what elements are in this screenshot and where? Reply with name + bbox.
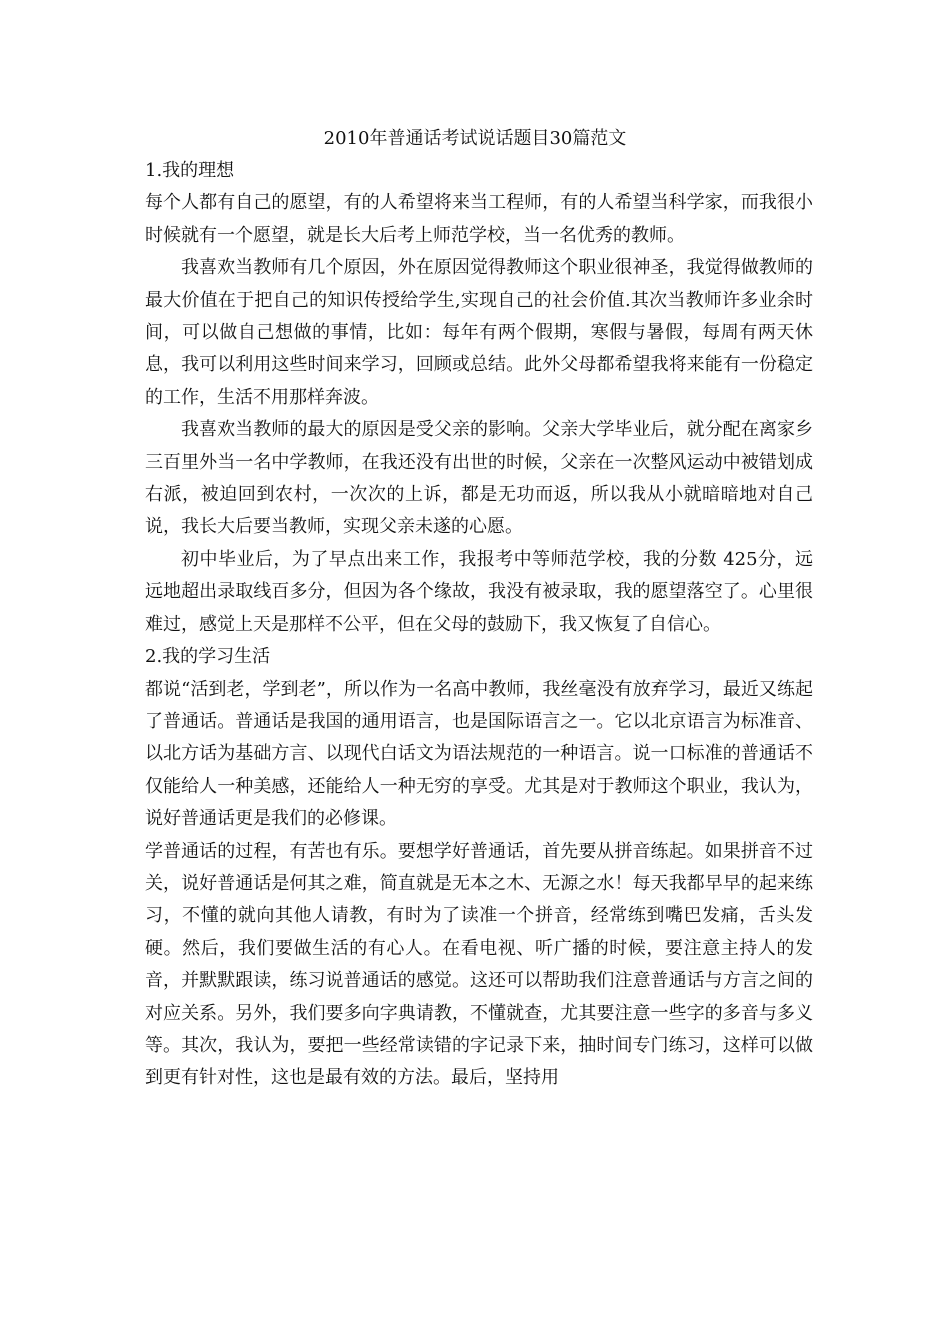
paragraph: 初中毕业后，为了早点出来工作，我报考中等师范学校，我的分数 425分，远远地超出录取线百多分，但因为各个缘故，我没有被录取，我的愿望落空了。心里很难过，感觉上天是那样不公平，但在父母的鼓励下，我又恢复了自信心。 xyxy=(145,548,813,635)
paragraph: 学普通话的过程，有苦也有乐。要想学好普通话，首先要从拼音练起。如果拼音不过关，说好普通话是何其之难，简直就是无本之木、无源之水！每天我都早早的起来练习，不懂的就向其他人请教，有时为了读准一个拼音，经常练到嘴巴发痛，舌头发硬。然后，我们要做生活的有心人。在看电视、听广播的时候，要注意主持人的发音，并默默跟读，练习说普通话的感觉。这还可以帮助我们注意普通话与方言之间的对应关系。另外，我们要多向字典请教，不懂就查，尤其要注意一些字的多音与多义等。其次，我认为，要把一些经常读错的字记录下来，抽时间专门练习，这样可以做到更有针对性，这也是最有效的方法。最后，坚持用 xyxy=(145,840,813,1089)
paragraph: 我喜欢当教师有几个原因，外在原因觉得教师这个职业很神圣，我觉得做教师的最大价值在于把自己的知识传授给学生,实现自己的社会价值.其次当教师许多业余时间，可以做自己想做的事情，比如：每年有两个假期，寒假与暑假，每周有两天休息，我可以利用这些时间来学习，回顾或总结。此外父母都希望我将来能有一份稳定的工作，生活不用那样奔波。 xyxy=(145,257,813,408)
paragraph: 每个人都有自己的愿望，有的人希望将来当工程师，有的人希望当科学家，而我很小时候就有一个愿望，就是长大后考上师范学校，当一名优秀的教师。 xyxy=(145,192,813,246)
paragraph: 我喜欢当教师的最大的原因是受父亲的影响。父亲大学毕业后，就分配在离家乡三百里外当一名中学教师，在我还没有出世的时候，父亲在一次整风运动中被错划成右派，被迫回到农村，一次次的上诉，都是无功而返，所以我从小就暗暗地对自己说，我长大后要当教师，实现父亲未遂的心愿。 xyxy=(145,419,813,538)
paragraph: 都说“活到老，学到老”，所以作为一名高中教师，我丝毫没有放弃学习，最近又练起了普通话。普通话是我国的通用语言，也是国际语言之一。它以北京语言为标准音、以北方话为基础方言、以现代白话文为语法规范的一种语言。说一口标准的普通话不仅能给人一种美感，还能给人一种无穷的享受。尤其是对于教师这个职业，我认为，说好普通话更是我们的必修课。 xyxy=(145,678,813,830)
section-heading: 2.我的学习生活 xyxy=(145,646,271,668)
document-body xyxy=(145,155,813,1095)
section-heading: 1.我的理想 xyxy=(145,160,235,181)
document-title: 2010年普通话考试说话题目30篇范文 xyxy=(323,128,627,149)
